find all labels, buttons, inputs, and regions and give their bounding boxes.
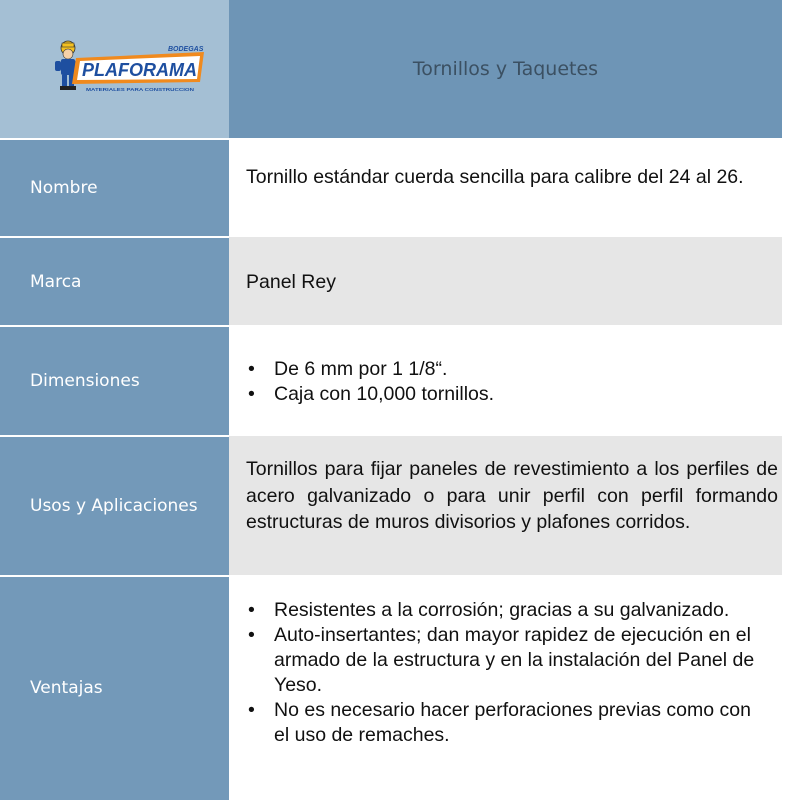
label-dimensiones: Dimensiones: [30, 371, 140, 391]
list-item: • Caja con 10,000 tornillos.: [246, 382, 778, 407]
row-divider: [0, 575, 229, 577]
value-nombre: Tornillo estándar cuerda sencilla para calibre del 24 al 26.: [246, 166, 744, 188]
value-ventajas: [246, 598, 766, 748]
dimensiones-list: [246, 357, 778, 407]
header-cell: [229, 0, 782, 138]
list-item: • De 6 mm por 1 1/8“.: [246, 357, 778, 382]
value-marca: Panel Rey: [246, 271, 336, 293]
label-usos: Usos y Aplicaciones: [30, 496, 198, 516]
logo-cell: [0, 0, 229, 138]
list-item: • No es necesario hacer perforaciones previas como con el uso de remaches.: [246, 698, 766, 748]
logo-top-text: BODEGAS: [168, 46, 204, 53]
value-dimensiones: [246, 357, 778, 407]
row-divider: [0, 236, 229, 238]
label-marca: Marca: [30, 272, 82, 292]
product-title: Tornillos y Taquetes: [412, 58, 599, 80]
list-item: • Auto-insertantes; dan mayor rapidez de ejecución en el armado de la estructura y en la instalación del Panel de Yeso.: [246, 623, 766, 698]
row-divider: [0, 325, 229, 327]
label-nombre: Nombre: [30, 178, 98, 198]
row-divider: [0, 138, 229, 140]
row-divider: [0, 435, 229, 437]
ventajas-list: [246, 598, 766, 748]
plaforama-logo: [46, 38, 206, 98]
value-usos: Tornillos para fijar paneles de revestimiento a los perfiles de acero galvanizado o para unir perfil con perfil formando estructuras de muros divisorios y plafones corridos.: [246, 458, 778, 533]
logo-tagline: MATERIALES PARA CONSTRUCCION: [86, 87, 195, 92]
label-ventajas: Ventajas: [30, 678, 103, 698]
list-item: • Resistentes a la corrosión; gracias a su galvanizado.: [246, 598, 766, 623]
logo-brand-text: PLAFORAMA: [82, 60, 197, 80]
